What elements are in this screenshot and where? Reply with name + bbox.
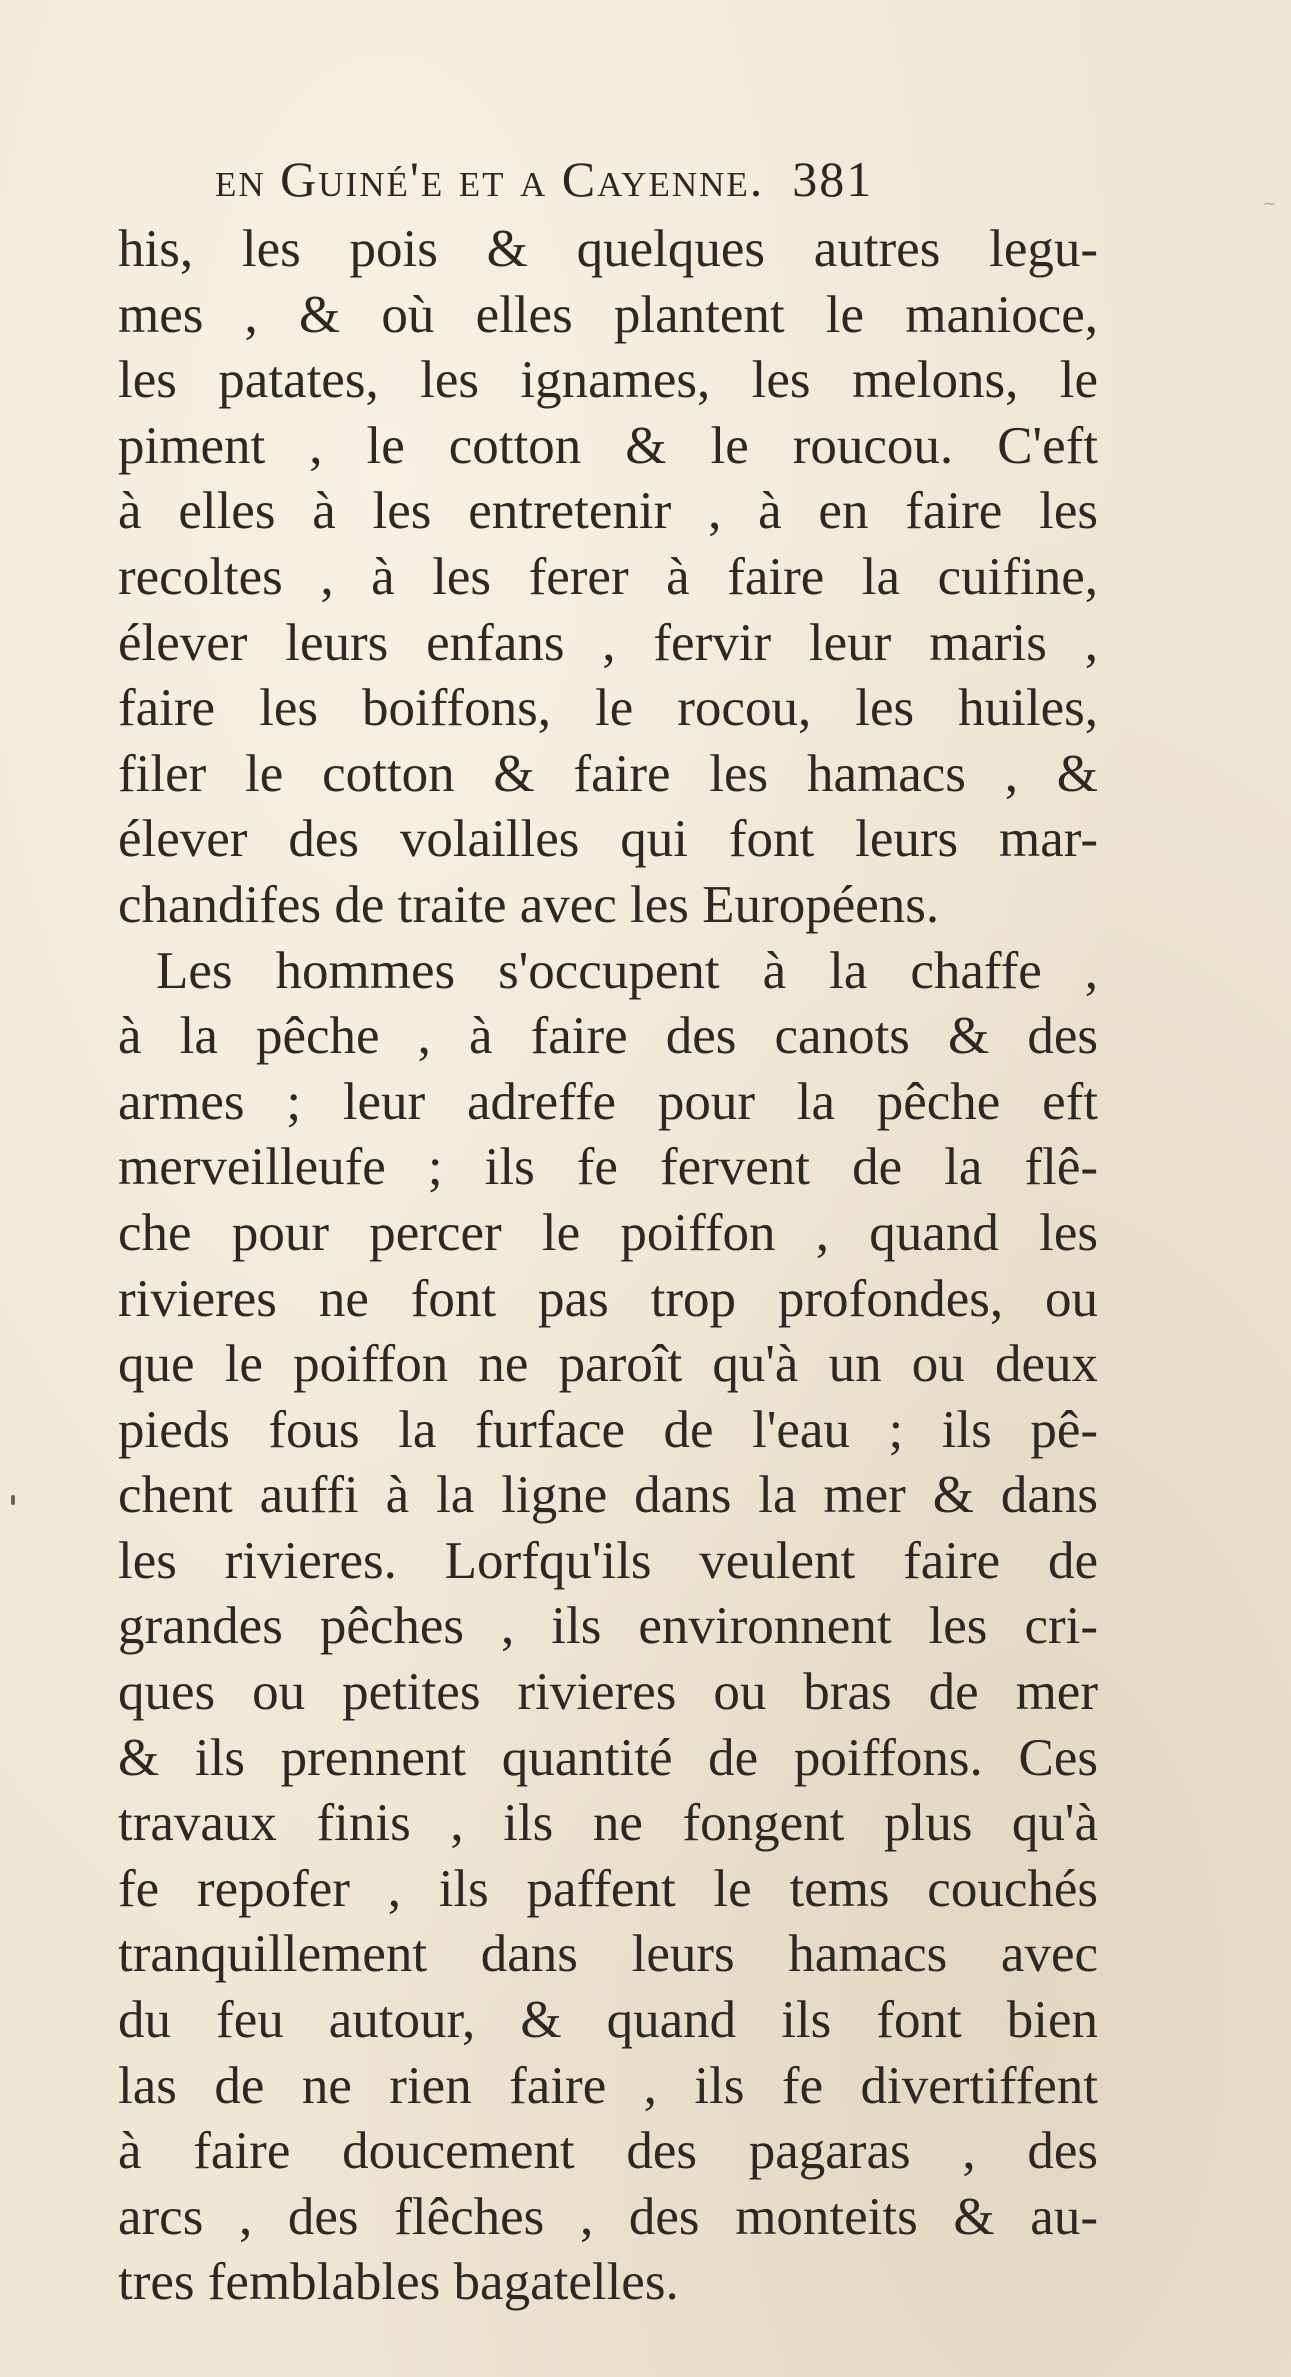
text-line: las de ne rien faire , ils fe divertiffent xyxy=(118,2056,1098,2115)
text-line: rivieres ne font pas trop profondes, ou xyxy=(118,1269,1098,1328)
text-line: fe repofer , ils paffent le tems couchés xyxy=(118,1859,1098,1918)
text-line: his, les pois & quelques autres legu- xyxy=(118,220,1098,278)
text-line: tranquillement dans leurs hamacs avec xyxy=(118,1925,1098,1984)
text-line: élever leurs enfans , fervir leur maris , xyxy=(118,613,1098,672)
text-line: merveilleufe ; ils fe fervent de la flê- xyxy=(118,1138,1098,1197)
text-line: armes ; leur adreffe pour la pêche eft xyxy=(118,1072,1098,1131)
text-line: les rivieres. Lorfqu'ils veulent faire de xyxy=(118,1531,1098,1590)
text-line: les patates, les ignames, les melons, le xyxy=(118,351,1098,410)
text-line: élever des volailles qui font leurs mar- xyxy=(118,810,1098,869)
text-line: che pour percer le poiffon , quand les xyxy=(118,1203,1098,1262)
text-line: ques ou petites rivieres ou bras de mer xyxy=(118,1663,1098,1722)
running-head-title: en Guiné'e et a Cayenne. xyxy=(215,151,765,207)
text-line: que le poiffon ne paroît qu'à un ou deux xyxy=(118,1335,1098,1394)
text-line: filer le cotton & faire les hamacs , & xyxy=(118,744,1098,803)
text-line: faire les boiffons, le rocou, les huiles, xyxy=(118,679,1098,738)
text-line: à elles à les entretenir , à en faire les xyxy=(118,482,1098,541)
margin-ink-dot xyxy=(11,1495,15,1505)
text-line: recoltes , à les ferer à faire la cuifine, xyxy=(118,547,1098,606)
page-number: 381 xyxy=(792,151,874,207)
text-line: chent auffi à la ligne dans la mer & dans xyxy=(118,1466,1098,1525)
text-line: grandes pêches , ils environnent les cri- xyxy=(118,1597,1098,1656)
text-line: travaux finis , ils ne fongent plus qu'à xyxy=(118,1794,1098,1853)
text-line: à faire doucement des pagaras , des xyxy=(118,2122,1098,2181)
text-line: mes , & où elles plantent le manioce, xyxy=(118,285,1098,344)
text-line: pieds fous la furface de l'eau ; ils pê- xyxy=(118,1400,1098,1459)
text-line: & ils prennent quantité de poiffons. Ces xyxy=(118,1728,1098,1787)
text-line: tres femblables bagatelles. xyxy=(118,2253,679,2312)
text-line: arcs , des flêches , des monteits & au- xyxy=(118,2187,1098,2246)
text-line: Les hommes s'occupent à la chaffe , xyxy=(156,941,1098,1000)
text-line: chandifes de traite avec les Européens. xyxy=(118,875,940,934)
margin-ink-mark: ~ xyxy=(1262,193,1278,214)
paragraph-men-work xyxy=(118,939,1098,2316)
text-line: piment , le cotton & le roucou. C'eft xyxy=(118,416,1098,475)
body-text xyxy=(118,217,1098,2316)
paragraph-women-work xyxy=(118,217,1098,939)
text-line: du feu autour, & quand ils font bien xyxy=(118,1991,1098,2050)
text-line: à la pêche , à faire des canots & des xyxy=(118,1007,1098,1066)
